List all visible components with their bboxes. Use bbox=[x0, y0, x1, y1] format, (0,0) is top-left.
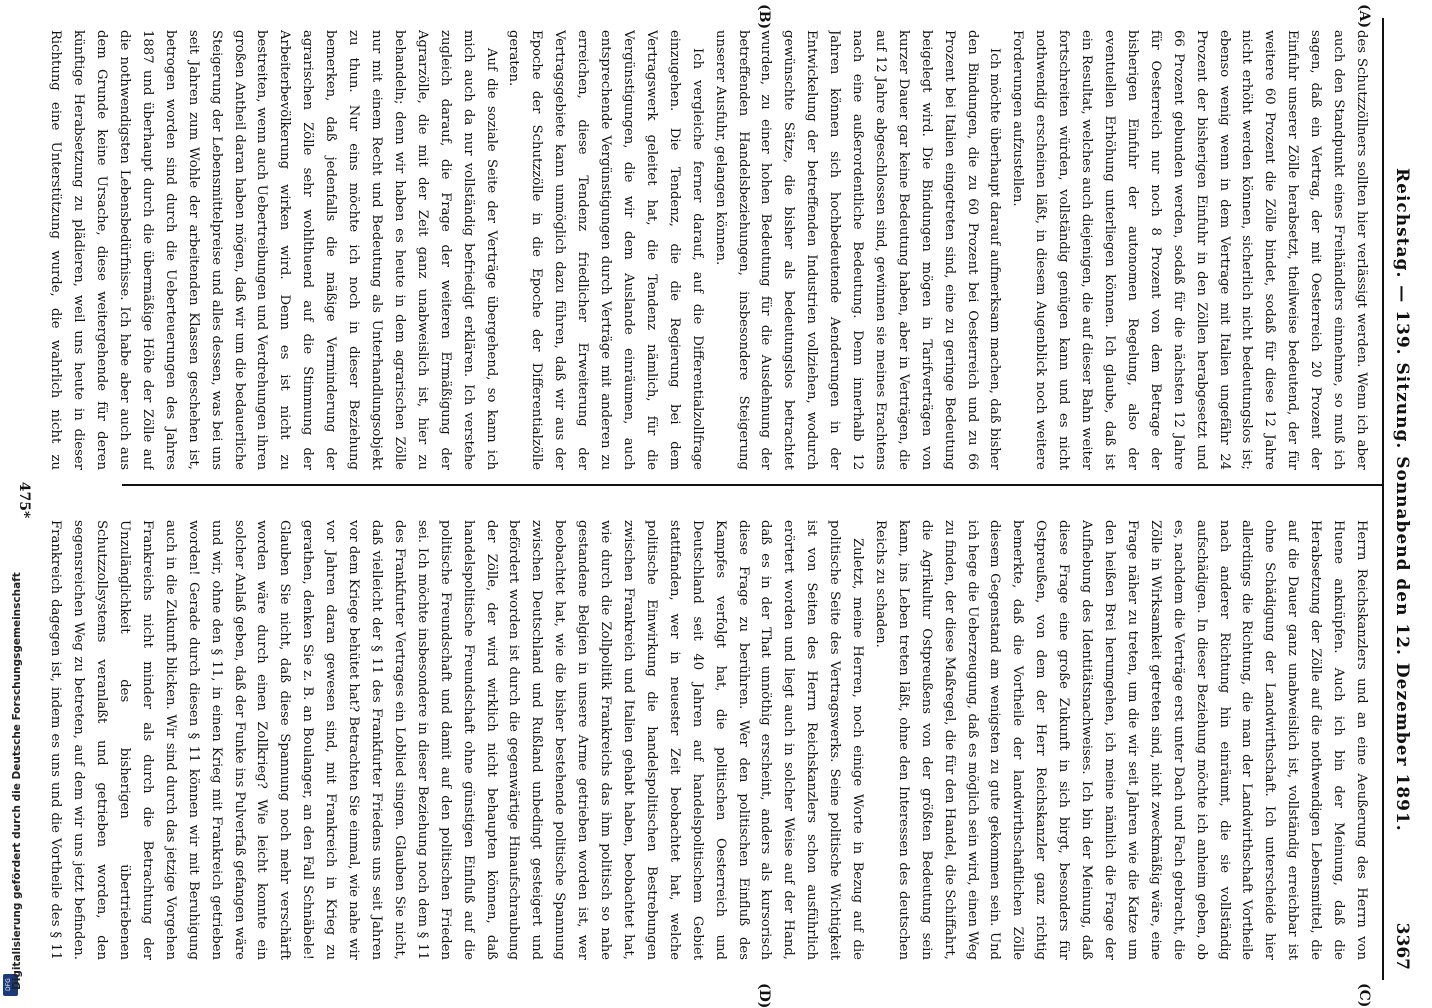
margin-mark-b: (B) bbox=[756, 4, 772, 30]
right-text-column bbox=[42, 520, 1372, 960]
paragraph: des Schutzzöllners sollten hier verlässigt werden. Wenn ich aber auch den Standpunkt eines Freihändlers einnehme, so muß ich sagen, daß ein Vertrag, der mit Oesterreich 20 Prozent der Einfuhr unserer Zölle herabsetzt, theilweise bedeutend, der für weitere 60 Prozent die Zölle bindet, sodaß für diese 12 Jahre nicht erhöht werden können, sicherlich nicht bedeutungslos ist; ebenso wenig wenn in dem Vertrage mit Italien ungefähr 24 Prozent der bisherigen Einfuhr in den Zöllen herabgesetzt und 66 Prozent gebunden werden, sodaß für die nächsten 12 Jahre für Oesterreich nur noch 8 Prozent von dem Betrage der bisherigen Einfuhr der autonomen Regelung, also der eventuellen Erhöhung unterliegen können. Ich glaube, daß ist ein Resultat, welches auch diejenigen, die auf dieser Bahn weiter fortschreiten würden, vollständig genügen kann und es nicht nothwendig erscheinen läßt, in diesem Augenblick noch weitere Forderungen aufzustellen. bbox=[1010, 30, 1369, 470]
running-head: Reichstag. — 139. Sitzung. Sonnabend den 12. Dezember 1891. bbox=[1392, 168, 1412, 832]
page-number: 3367 bbox=[1392, 922, 1412, 970]
margin-mark-a: (A) bbox=[1356, 4, 1372, 29]
paragraph: Zuletzt, meine Herren, noch einige Worte in Bezug auf die politische Seite des Vertragswerks. Seine politische Wichtigkeit ist von Seiten des Herrn Reichskanzlers schon ausführlich erörtert worden und liegt auch in solcher Weise auf der Hand, daß es in der That unnöthig erscheint, anders als kursorisch diese Frage zu berühren. Wer den politischen Einfluß des Kampfes verfolgt hat, die politischen Oesterreich und Deutschland seit 40 Jahren auf handelspolitischem Gebiet stattfanden, wer in neuester Zeit beobachtet hat, welche politische Einwirkung die handelspolitischen Bestrebungen zwischen Frankreich und Italien gehabt haben, beobachtet hat, wie durch die Zollpolitik Frankreichs das ihm politisch so nahe gestandene Belgien in unsere Arme getrieben worden ist, wer beobachtet hat, wie die bisher bestehende politische Spannung zwischen Deutschland und Rußland unbedingt gesteigert und befördert worden ist durch die gegenwärtige Hinaufschraubung der Zölle, der wird wirklich nicht behaupten können, daß handelspolitische Freundschaft ohne günstigen Einfluß auf die politische Freundschaft und damit auf den politischen Frieden sei. Ich möchte insbesondere in dieser Beziehung noch dem § 11 des Frankfurter Vertrages ein Loblied singen. Glauben Sie nicht, daß vielleicht der § 11 des Frankfurter Friedens uns seit Jahren vor dem Kriege behütet hat? Betrachten Sie einmal, wie nahe wir vor Jahren daran gewesen sind, mit Frankreich in Krieg zu gerathen, denken Sie z. B. an Boulanger, an den Fall Schnäbele! Glauben Sie nicht, daß diese Spannung noch mehr verschärft worden wäre durch einen Zollkrieg? Wie leicht konnte ein solcher Anlaß geben, daß der Funke ins Pulverfaß gefangen wäre und wir, ohne den § 11, in einen Krieg mit Frankreich getrieben worden! Gerade durch diesen § 11 können wir mit Beruhigung auch in die Zukunft blicken. Wir sind durch das jetzige Vorgehen Frankreichs nicht minder als durch die Betrachtung der Unzulänglichkeit des bisherigen übertriebenen Schutzzollsystems veranlaßt und getrieben worden, den segensreichen Weg zu betreten, auf dem wir uns jetzt befinden. Frankreich dagegen ist, indem es uns und die Vortheile des § 11 bbox=[48, 520, 866, 960]
dfg-logo-text: DFG bbox=[5, 978, 12, 992]
margin-mark-d: (D) bbox=[756, 983, 772, 1008]
column-divider bbox=[122, 484, 1382, 486]
paragraph: Ich möchte überhaupt darauf aufmerksam machen, daß bisher den Bindungen, die zu 60 Prozent bei Oesterreich und zu 66 Prozent bei Italien eingetreten sind, eine zu geringe Bedeutung beigelegt wird. Die Bindungen mögen in Tarifverträgen von kurzer Dauer gar keine Bedeutung haben, aber in Verträgen, die auf 12 Jahre abgeschlossen sind, gewinnen sie meines Erachtens nach eine außerordentliche Bedeutung. Denn innerhalb 12 Jahren können sich hochbedeutende Aenderungen in der Entwickelung der betreffenden Industrien vollziehen, wodurch gewünschte Sätze, die bisher als bedeutungslos betrachtet wurden, zu einer hohen Bedeutung für die Ausdehnung der betreffenden Handelsbeziehungen, insbesondere Steigerung unserer Ausfuhr, gelangen können. bbox=[712, 30, 1003, 470]
left-text-column bbox=[42, 30, 1372, 470]
page-header bbox=[1382, 18, 1418, 980]
paragraph: Auf die soziale Seite der Verträge übergehend, so kann ich mich auch da nur vollständig befriedigt erklären. Ich verstehe zugleich darauf, die Frage der weiteren Ermäßigung der Agrarzölle, die mit der Zeit ganz unabweislich ist, hier zu behandeln; denn wir haben es heute in dem agrarischen Zölle nur mit einem Recht und Bedeutung als Unterhandlungsobjekt zu thun. Nur eins möchte ich noch in dieser Beziehung bemerken, daß jedenfalls die mäßige Verminderung der agrarischen Zölle sehr wohlthuend auf die Stimmung der Arbeiterbevölkerung wirken wird. Denn es ist nicht zu bestreiten, wenn auch Uebertreibungen und Verdrehungen ihren großen Antheil daran haben mögen, daß wir um die bedauerliche Steigerung der Lebensmittelpreise und alles dessen, was bei uns seit Jahren zum Wohle der arbeitenden Klassen geschehen ist, betrogen worden sind durch die Ueberteuerungen des Jahres 1887 und überhaupt durch die übermäßige Höhe der Zölle auf die nothwendigsten Lebensbedürfnisse. Ich habe aber auch aus dem Grunde keine Ursache, diese weitergehende für deren künftige Herabsetzung zu plädieren, weil uns heute in dieser Richtung eine Unterstützung wurde, die wahrlich nicht zu bbox=[48, 30, 499, 470]
paragraph: Herrn Reichskanzlers und an eine Aeußerung des Herrn von Huene anknüpfen. Auch ich bin der Meinung, daß die Herabsetzung der Zölle auf die nothwendigen Lebensmittel, die auf die Dauer ganz unabweislich ist, vollständig erreichbar ist ohne Schädigung der Landwirthschaft. Ich unterscheide hier allerdings die Richtung, die man der Landwirthschaft Vortheile nach anderer Richtung hin einräumt, die sie vollständig aufschädigen. In dieser Beziehung möchte ich anheim geben, ob es, nachdem die Verträge erst unter Dach und Fach gebracht, die Zölle in Wirksamkeit getreten sind, nicht zweckmäßig wäre, eine Frage näher zu treten, um die wir seit Jahren wie die Katze um den heißen Brei herumgehen, ich meine nämlich die Frage der Aufhebung des Identitätsnachweises. Ich bin der Meinung, daß diese Frage eine große Zukunft in sich birgt, besonders für Ostpreußen, von dem der Herr Reichskanzler ganz richtig bemerkte, daß die Vortheile der landwirthschaftlichen Zölle diesem Gegenstand am wenigsten zu gute gekommen sein. Und ich hege die Ueberzeugung, daß es möglich sein wird, einen Weg zu finden, der diese Maßregel, die für den Handel, die Schiffahrt, die Agrikultur Ostpreußens von der größten Bedeutung sein kann, ins Leben treten läßt, ohne den Interessen des deutschen Reichs zu schaden. bbox=[872, 520, 1369, 960]
sheet-signature: 475* bbox=[16, 481, 32, 519]
digitization-credit-text: Digitalisierung gefördert durch die Deutsche Forschungsgemeinschaft bbox=[11, 572, 23, 990]
margin-mark-c: (C) bbox=[1356, 983, 1372, 1008]
paragraph: Ich vergleiche ferner darauf, auf die Differentialzollfrage einzugehen. Die Tendenz, die die Regierung bei dem Vertragswerk geleitet hat, die Tendenz nämlich, für die Vergünstigungen, die wir dem Auslande einräumen, auch entsprechende Vergünstigungen durch Verträge mit anderen zu erreichen, diese Tendenz friedlicher Erweiterung der Vertragsgebiete kann unmöglich dazu führen, daß wir aus der Epoche der Schutzzölle in die Epoche der Differentialzölle geraten. bbox=[506, 30, 705, 470]
